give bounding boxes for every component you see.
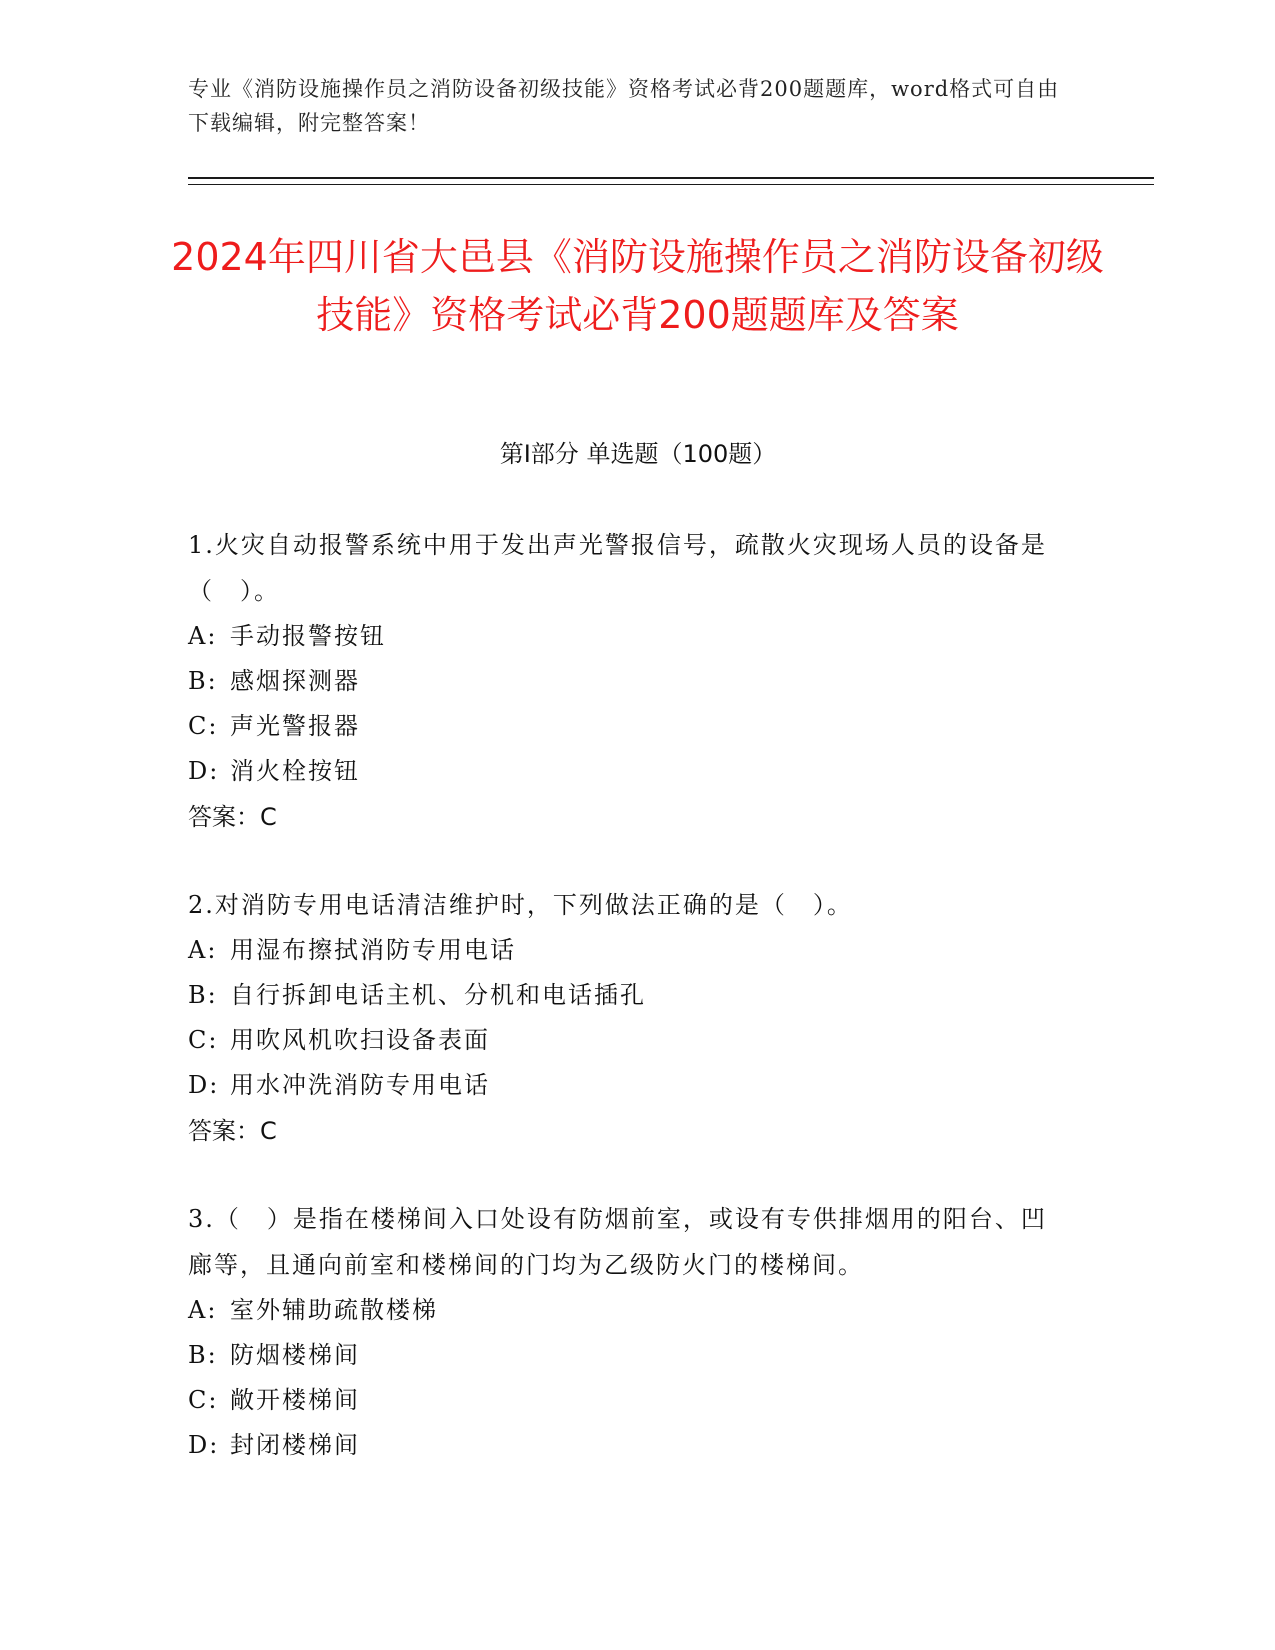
option-text: 用吹风机吹扫设备表面: [230, 1026, 490, 1054]
option-letter: A:: [188, 936, 218, 964]
option-a: [188, 614, 1068, 659]
option-letter: A:: [188, 1296, 218, 1324]
section-title: 第Ⅰ部分 单选题（100题）: [499, 440, 777, 468]
header-divider-thin: [188, 184, 1154, 185]
option-d: [188, 749, 1068, 794]
option-a: [188, 928, 1068, 973]
option-text: 用湿布擦拭消防专用电话: [230, 936, 516, 964]
option-text: 感烟探测器: [230, 667, 360, 695]
answer: 答案：C: [188, 1117, 277, 1145]
option-text: 敞开楼梯间: [230, 1386, 360, 1414]
question-stem: 2.对消防专用电话清洁维护时，下列做法正确的是（ ）。: [188, 891, 853, 919]
document-title: 2024年四川省大邑县《消防设施操作员之消防设备初级技能》资格考试必背200题题库及答案: [171, 235, 1104, 337]
header-divider-thick: [188, 177, 1154, 179]
question-2: [188, 882, 1068, 1154]
option-c: [188, 1018, 1068, 1063]
option-text: 声光警报器: [230, 712, 360, 740]
question-1: [188, 522, 1068, 840]
option-text: 自行拆卸电话主机、分机和电话插孔: [230, 981, 646, 1009]
option-letter: B:: [188, 667, 218, 695]
option-letter: D:: [188, 1071, 220, 1099]
option-text: 用水冲洗消防专用电话: [230, 1071, 490, 1099]
option-b: [188, 973, 1068, 1018]
option-letter: B:: [188, 981, 218, 1009]
question-stem: 3.（ ）是指在楼梯间入口处设有防烟前室，或设有专供排烟用的阳台、凹廊等，且通向前室和楼梯间的门均为乙级防火门的楼梯间。: [188, 1205, 1047, 1279]
option-a: [188, 1288, 1068, 1333]
question-list: [188, 522, 1068, 1510]
option-b: [188, 1333, 1068, 1378]
option-text: 室外辅助疏散楼梯: [230, 1296, 438, 1324]
option-text: 消火栓按钮: [230, 757, 360, 785]
option-letter: C:: [188, 1026, 219, 1054]
option-b: [188, 659, 1068, 704]
option-letter: A:: [188, 622, 218, 650]
option-c: [188, 1378, 1068, 1423]
option-d: [188, 1063, 1068, 1108]
option-text: 封闭楼梯间: [230, 1431, 360, 1459]
question-3: [188, 1196, 1068, 1468]
answer: 答案：C: [188, 803, 277, 831]
option-letter: C:: [188, 712, 219, 740]
option-letter: D:: [188, 1431, 220, 1459]
option-c: [188, 704, 1068, 749]
option-text: 防烟楼梯间: [230, 1341, 360, 1369]
option-letter: C:: [188, 1386, 219, 1414]
question-stem: 1.火灾自动报警系统中用于发出声光警报信号，疏散火灾现场人员的设备是（ ）。: [188, 531, 1047, 605]
option-text: 手动报警按钮: [230, 622, 386, 650]
header-note: 专业《消防设施操作员之消防设备初级技能》资格考试必背200题题库，word格式可自由下载编辑，附完整答案！: [188, 77, 1060, 135]
option-d: [188, 1423, 1068, 1468]
option-letter: D:: [188, 757, 220, 785]
option-letter: B:: [188, 1341, 218, 1369]
